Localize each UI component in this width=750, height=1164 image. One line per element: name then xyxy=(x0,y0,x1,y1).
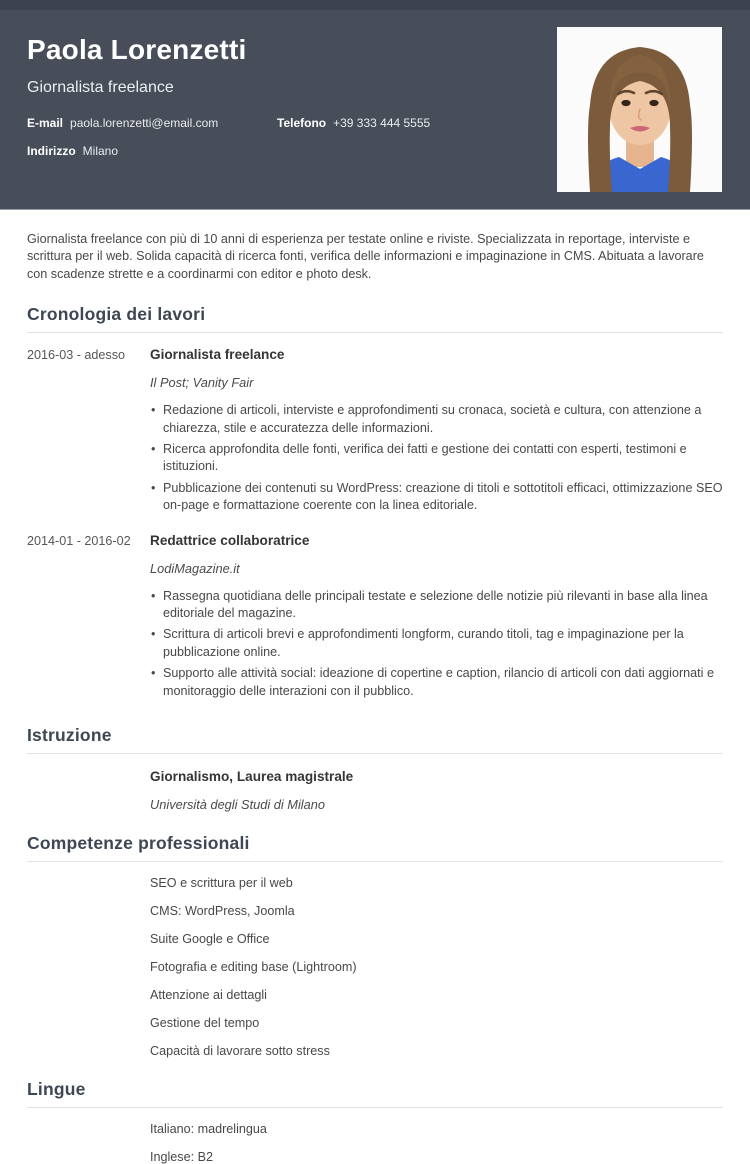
job-bullet: • Ricerca approfondita delle fonti, verifica dei fatti e gestione dei contatti con esperti, testimoni e istituzioni. xyxy=(163,441,723,476)
phone-label: Telefono xyxy=(277,116,327,130)
job-dates: 2016-03 - adesso xyxy=(27,348,126,363)
email-label: E-mail xyxy=(27,116,64,130)
job-bullet: • Scrittura di articoli brevi e approfondimenti longform, curando titoli, tag e impaginazione per la pubblicazione online. xyxy=(163,626,723,661)
job-entry xyxy=(27,347,723,518)
skill-item: Suite Google e Office xyxy=(150,932,270,947)
section-divider xyxy=(27,1107,723,1108)
job-company: LodiMagazine.it xyxy=(150,560,240,576)
job-bullet: • Rassegna quotidiana delle principali testate e selezione delle notizie più rilevanti in base alla linea editoriale del magazine. xyxy=(163,588,723,623)
language-item: Italiano: madrelingua xyxy=(150,1122,267,1137)
cv-body xyxy=(0,231,750,1164)
skill-item: Gestione del tempo xyxy=(150,1016,260,1031)
phone-value: +39 333 444 5555 xyxy=(333,116,431,130)
section-divider xyxy=(27,332,723,333)
section-divider xyxy=(27,861,723,862)
job-bullet: • Pubblicazione dei contenuti su WordPress: creazione di titoli e sottotitoli efficaci, ottimizzazione SEO on-page e formattazione coerente con la linea editoriale. xyxy=(163,480,723,515)
education-degree: Giornalismo, Laurea magistrale xyxy=(150,769,354,785)
job-title: Redattrice collaboratrice xyxy=(150,532,310,548)
address-label: Indirizzo xyxy=(27,144,76,158)
address-value: Milano xyxy=(82,144,119,158)
profile-photo-illustration xyxy=(557,27,722,192)
skill-item: Attenzione ai dettagli xyxy=(150,988,267,1003)
language-item: Inglese: B2 xyxy=(150,1150,214,1164)
languages-list xyxy=(150,1122,723,1164)
person-name: Paola Lorenzetti xyxy=(27,34,247,65)
email-value: paola.lorenzetti@email.com xyxy=(70,116,219,130)
job-bullet: • Supporto alle attività social: ideazione di copertine e caption, rilancio di articoli con dati aggiornati e monitoraggio delle interazioni con il pubblico. xyxy=(163,665,723,700)
contact-address xyxy=(27,144,118,158)
skill-item: Fotografia e editing base (Lightroom) xyxy=(150,960,357,975)
skill-item: SEO e scrittura per il web xyxy=(150,876,293,891)
contact-email xyxy=(27,116,277,130)
job-company: Il Post; Vanity Fair xyxy=(150,375,254,391)
person-headline: Giornalista freelance xyxy=(27,79,174,96)
job-bullet: • Redazione di articoli, interviste e approfondimenti su cronaca, società e cultura, con attenzione a chiarezza, stile e accuratezza delle informazioni. xyxy=(163,402,723,437)
profile-summary: Giornalista freelance con più di 10 anni di esperienza per testate online e riviste. Specializzata in reportage, interviste e scrittura per il web. Solida capacità di ricerca fonti, verifica delle informazioni e impaginazione in CMS. Abituata a lavorare con scadenze strette e a coordinarmi con editor e photo desk. xyxy=(27,232,704,281)
cv-header xyxy=(0,0,750,210)
section-divider xyxy=(27,753,723,754)
job-bullet-list xyxy=(150,402,723,514)
skill-item: CMS: WordPress, Joomla xyxy=(150,904,295,919)
section-heading-skills: Competenze professionali xyxy=(27,833,250,854)
job-title: Giornalista freelance xyxy=(150,347,285,363)
section-heading-languages: Lingue xyxy=(27,1079,86,1100)
job-entry xyxy=(27,533,723,704)
section-heading-work: Cronologia dei lavori xyxy=(27,304,206,325)
skills-list xyxy=(150,876,723,1058)
job-bullet-list xyxy=(150,588,723,700)
section-heading-education: Istruzione xyxy=(27,725,112,746)
education-school: Università degli Studi di Milano xyxy=(150,797,325,813)
profile-photo xyxy=(557,27,722,192)
contact-phone xyxy=(277,116,430,130)
skill-item: Capacità di lavorare sotto stress xyxy=(150,1044,330,1059)
job-dates: 2014-01 - 2016-02 xyxy=(27,533,131,548)
education-entry xyxy=(150,769,723,812)
